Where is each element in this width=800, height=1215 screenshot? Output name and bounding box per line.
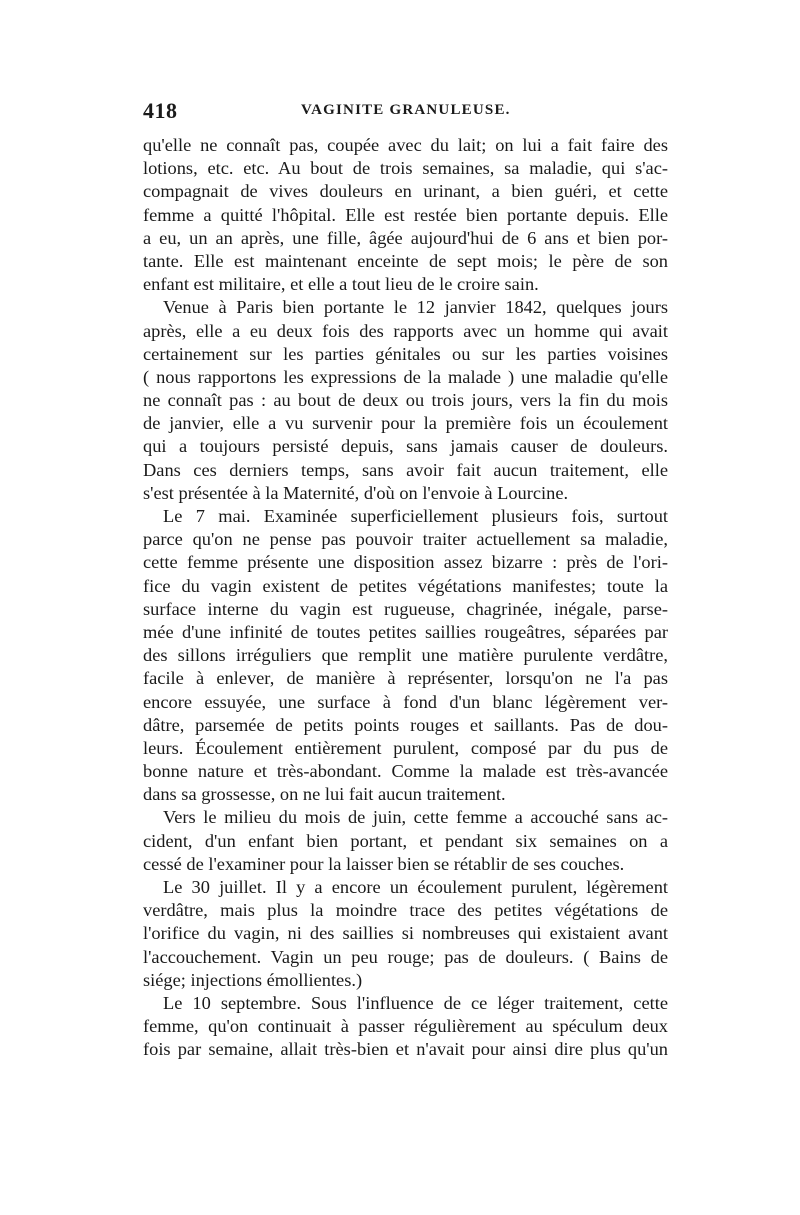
text-line: après, elle a eu deux fois des rapports avec un homme qui avait (143, 320, 668, 341)
text-line: fois par semaine, allait très-bien et n'avait pour ainsi dire plus qu'un (143, 1039, 668, 1060)
text-line: de janvier, elle a vu survenir pour la première fois un écoulement (143, 413, 668, 434)
text-line: surface interne du vagin est rugueuse, chagrinée, inégale, parse- (143, 598, 668, 619)
text-line: compagnait de vives douleurs en urinant, a bien guéri, et cette (143, 181, 668, 202)
text-line: certainement sur les parties génitales ou sur les parties voisines (143, 343, 668, 364)
text-line: l'orifice du vagin, ni des saillies si nombreuses qui existaient avant (143, 923, 668, 944)
text-line: cessé de l'examiner pour la laisser bien se rétablir de ses couches. (143, 853, 625, 874)
text-line: ne connaît pas : au bout de deux ou trois jours, vers la fin du mois (143, 390, 668, 411)
text-line: Venue à Paris bien portante le 12 janvier 1842, quelques jours (163, 297, 668, 318)
text-line: Vers le milieu du mois de juin, cette femme a accouché sans ac- (163, 807, 668, 828)
text-line: s'est présentée à la Maternité, d'où on l'envoie à Lourcine. (143, 482, 569, 503)
text-line: enfant est militaire, et elle a tout lieu de le croire sain. (143, 274, 539, 295)
text-line: parce qu'on ne pense pas pouvoir traiter actuellement sa maladie, (143, 529, 668, 550)
text-line: verdâtre, mais plus la moindre trace des petites végétations de (143, 900, 668, 921)
body-text (143, 134, 668, 1062)
text-line: l'accouchement. Vagin un peu rouge; pas de douleurs. ( Bains de (143, 946, 668, 967)
text-line: cette femme présente une disposition assez bizarre : près de l'ori- (143, 552, 668, 573)
text-line: Le 30 juillet. Il y a encore un écoulement purulent, légèrement (163, 877, 668, 897)
text-line: des sillons irréguliers que remplit une matière purulente verdâtre, (143, 645, 668, 666)
text-line: Le 10 septembre. Sous l'influence de ce léger traitement, cette (163, 992, 668, 1013)
text-line: bonne nature et très-abondant. Comme la malade est très-avancée (143, 761, 668, 782)
text-line: qu'elle ne connaît pas, coupée avec du lait; on lui a fait faire des (143, 135, 668, 155)
text-line: leurs. Écoulement entièrement purulent, composé par du pus de (143, 737, 668, 758)
text-line: dans sa grossesse, on ne lui fait aucun traitement. (143, 784, 506, 805)
text-line: fice du vagin existent de petites végétations manifestes; toute la (143, 575, 668, 596)
text-line: dâtre, parsemée de petits points rouges et saillants. Pas de dou- (143, 714, 668, 735)
text-line: femme a quitté l'hôpital. Elle est restée bien portante depuis. Elle (143, 204, 668, 225)
text-line: encore essuyée, une surface à fond d'un blanc légèrement ver- (143, 691, 668, 712)
text-line: Dans ces derniers temps, sans avoir fait aucun traitement, elle (143, 459, 668, 480)
text-line: tante. Elle est maintenant enceinte de sept mois; le père de son (143, 250, 668, 271)
text-line: cident, d'un enfant bien portant, et pendant six semaines on a (143, 830, 668, 851)
text-line: mée d'une infinité de toutes petites saillies rougeâtres, séparées par (143, 621, 668, 642)
text-line: ( nous rapportons les expressions de la malade ) une maladie qu'elle (143, 366, 668, 387)
page-header (143, 98, 668, 124)
text-line: a eu, un an après, une fille, âgée aujourd'hui de 6 ans et bien por- (143, 227, 668, 248)
running-title: VAGINITE GRANULEUSE. (301, 102, 511, 118)
page-number: 418 (143, 98, 178, 123)
text-line: Le 7 mai. Examinée superficiellement plusieurs fois, surtout (163, 506, 668, 526)
text-line: lotions, etc. etc. Au bout de trois semaines, sa maladie, qui s'ac- (143, 158, 668, 179)
text-line: facile à enlever, de manière à représenter, lorsqu'on ne l'a pas (143, 668, 668, 689)
text-line: qui a toujours persisté depuis, sans jamais causer de douleurs. (143, 436, 668, 457)
text-line: siége; injections émollientes.) (143, 969, 363, 990)
text-line: femme, qu'on continuait à passer régulièrement au spéculum deux (143, 1016, 668, 1037)
